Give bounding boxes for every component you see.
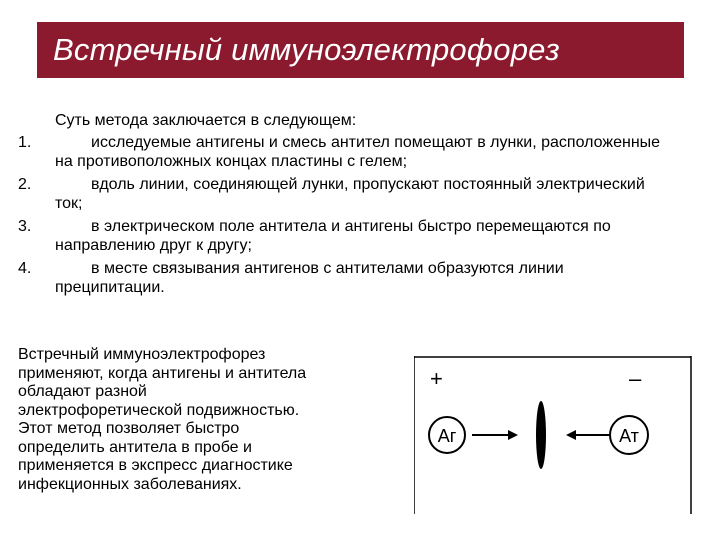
usage-line: обладают разной [18, 383, 147, 400]
precipitation-line [536, 401, 546, 469]
slide-title: Встречный иммуноэлектрофорез [53, 32, 560, 67]
usage-line: применяется в экспресс диагностике [18, 457, 293, 474]
usage-line: инфекционных заболеваниях. [18, 475, 242, 493]
title-banner [37, 22, 684, 78]
step-item-3 [18, 217, 698, 255]
step-number: 3. [18, 218, 32, 235]
usage-paragraph [18, 346, 398, 494]
step-item-1 [18, 133, 698, 171]
antibody-arrow-head [566, 430, 576, 440]
plus-sign: + [430, 366, 443, 391]
intro-text: Суть метода заключается в следующем: [55, 112, 357, 129]
antigen-label: Аг [437, 426, 457, 446]
steps-list [18, 133, 698, 301]
step-number: 4. [18, 260, 32, 277]
step-item-2 [18, 175, 698, 213]
electrophoresis-diagram [414, 356, 692, 514]
usage-line: применяют, когда антигены и антитела [18, 364, 307, 382]
usage-line: Встречный иммуноэлектрофорез [18, 346, 266, 363]
diagram-svg [414, 356, 692, 514]
step-text: исследуемые антигены и смесь антител помещают в лунки, расположенные на противоположных концах пластины с гелем; [55, 134, 661, 170]
step-number: 1. [18, 134, 32, 151]
minus-sign: – [629, 366, 642, 391]
step-number: 2. [18, 176, 32, 193]
step-text: в месте связывания антигенов с антителами образуются линии преципитации. [55, 260, 564, 296]
step-text: вдоль линии, соединяющей лунки, пропускают постоянный электрический ток; [55, 176, 645, 212]
antigen-arrow-head [508, 430, 518, 440]
step-text: в электрическом поле антитела и антигены быстро перемещаются по направлению друг к другу; [55, 218, 611, 254]
usage-line: электрофоретической подвижностью. [18, 401, 300, 419]
usage-line: Этот метод позволяет быстро [18, 420, 240, 437]
usage-line: определить антитела в пробе и [18, 438, 252, 456]
antibody-label: Ат [619, 426, 639, 446]
step-item-4 [18, 259, 698, 297]
